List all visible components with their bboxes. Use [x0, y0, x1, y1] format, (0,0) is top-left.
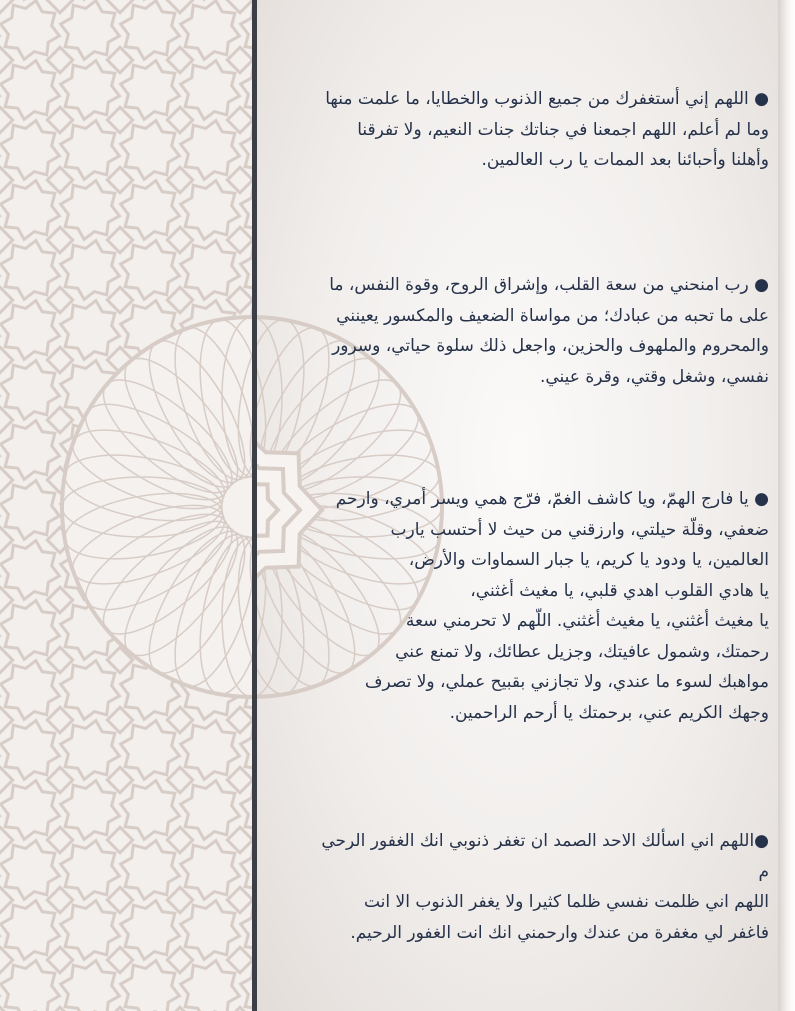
dua-paragraph-3: ● يا فارج الهمّ، ويا كاشف الغمّ، فرّج همي ويسر أمري، وارحم ضعفي، وقلّة حيلتي، وارزقني من حيث لا أحتسب يارب العالمين، يا ودود يا كريم، يا جبار السماوات والأرض، يا هادي القلوب اهدي قلبي، يا مغيث أغثني، يا مغيث أغثني، يا مغيث أغثني. اللّهم لا تحرمني سعة رحمتك، وشمول عافيتك، وجزيل عطائك، ولا تمنع عني مواهبك لسوء ما عندي، ولا تجازني بقبيح عملي، ولا تصرف وجهك الكريم عني، برحمتك يا أرحم الراحمين.: [335, 489, 769, 723]
page-edge: [778, 0, 795, 1011]
geometric-pattern: [0, 0, 252, 1011]
dua-paragraph-4: ●اللهم اني اسألك الاحد الصمد ان تغفر ذنوبي انك الغفور الرحي م اللهم اني ظلمت نفسي ظلما كثيرا ولا يغفر الذنوب الا انت فاغفر لي مغفرة من عندك وارحمني انك انت الغفور الرحيم.: [321, 831, 769, 943]
left-pattern-band: [0, 0, 252, 1011]
dua-paragraph-2: ● رب امنحني من سعة القلب، وإشراق الروح، وقوة النفس، ما على ما تحبه من عبادك؛ من مواساة الضعيف والمكسور يعينني والمحروم والملهوف والحزين، واجعل ذلك سلوة حياتي، وسرور نفسي، وشغل وقتي، وقرة عيني.: [329, 275, 769, 387]
dua-paragraph-1: ● اللهم إني أستغفرك من جميع الذنوب والخطايا، ما علمت منها وما لم أعلم، اللهم اجمعنا في جناتك جنات النعيم، ولا تفرقنا وأهلنا وأحبائنا بعد الممات يا رب العالمين.: [325, 89, 769, 170]
